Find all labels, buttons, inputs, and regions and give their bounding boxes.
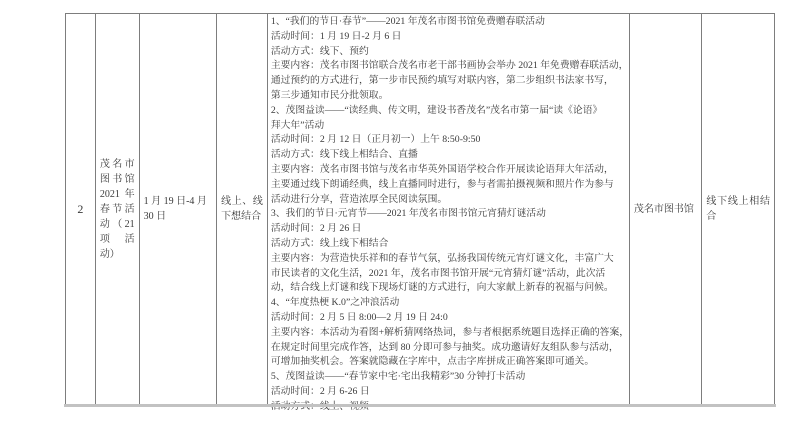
content-line: 活动方式：线下、预约 xyxy=(270,45,369,57)
content-line: 活动方式：线上线下相结合 xyxy=(270,237,389,249)
content-line: 可增加抽奖机会。答案就隐藏在字库中，点击字库拼成正确答案即可通关。 xyxy=(270,356,595,368)
content-line: 3、我们的节日·元宵节——2021 年茂名市图书馆元宵猜灯谜活动 xyxy=(270,208,546,220)
activities-table-row xyxy=(65,13,775,404)
content-line: 通过预约的方式进行，第一步市民预约填写对联内容，第二步组织书法家书写， xyxy=(270,75,614,87)
row-index: 2 xyxy=(77,201,84,216)
content-cell xyxy=(268,14,630,404)
date-range-cell xyxy=(140,14,218,404)
content-line: 主要内容：茂名市图书馆与茂名市华英外国语学校合作开展读论语拜大年活动， xyxy=(270,163,614,175)
content-line: 2、茂图益读——“读经典、传文明，建设书香茂名”茂名市第一届“读《论语》 xyxy=(270,104,603,116)
content-line xyxy=(271,400,627,415)
content-line: 主要内容：茂名市图书馆联合茂名市老干部书画协会举办 2021 年免费赠春联活动， xyxy=(270,60,629,72)
content-line: 活动时间：2 月 5 日 8:00—2 月 19 日 24:0 xyxy=(270,311,448,323)
content-line: 活动方式：线下线上相结合、直播 xyxy=(270,149,418,161)
content-line: 第三步通知市民分批领取。 xyxy=(270,89,389,101)
content-line: 主要内容：本活动为看图+解析猜网络热词，参与者根据系统题目选择正确的答案， xyxy=(270,326,630,338)
content-line: 在规定时间里完成作答，达到 80 分即可参与抽奖。成功邀请好友组队参与活动， xyxy=(270,341,619,353)
content-line: 活动时间：2 月 6-26 日 xyxy=(270,385,370,397)
content-line: 活动时间：1 月 19 日-2 月 6 日 xyxy=(270,30,402,42)
mode-text: 线上、线下想结合 xyxy=(221,196,263,222)
mode-right-cell xyxy=(702,14,774,404)
date-range: 1 月 19 日-4 月 30 日 xyxy=(143,196,207,222)
content-line: 主要内容：为营造快乐祥和的春节气氛，弘扬我国传统元宵灯谜文化，丰富广大 xyxy=(270,252,614,264)
content-line: 动，结合线上灯谜和线下现场灯谜的方式进行，向大家献上新春的祝福与问候。 xyxy=(270,282,614,294)
page-cut-divider xyxy=(64,404,776,407)
content-line: 活动进行分享，营造浓厚全民阅读氛围。 xyxy=(270,193,448,205)
organizer-cell xyxy=(630,14,703,404)
content-line: 市民读者的文化生活，2021 年，茂名市图书馆开展“元宵猜灯谜”活动，此次活 xyxy=(270,267,606,279)
organizer: 茂名市图书馆 xyxy=(633,203,694,215)
row-index-cell xyxy=(66,14,96,404)
content-line: 4、“年度热梗 K.0”之冲浪活动 xyxy=(270,297,400,309)
content-line: 5、茂图益读——“春节家中宅·宅出我精彩”30 分钟打卡活动 xyxy=(270,371,526,383)
activity-name: 茂名市图书馆2021 年春节活动（21 项活动） xyxy=(99,158,135,260)
content-line: 主要通过线下朗诵经典，线上直播同时进行，参与者需拍摄视频和照片作为参与 xyxy=(270,178,614,190)
activity-name-cell xyxy=(96,14,140,404)
content-line: 活动时间：2 月 26 日 xyxy=(270,223,362,235)
mode-right-text: 线下线上相结合 xyxy=(706,196,770,222)
content-line: 活动时间：2 月 12 日（正月初一）上午 8:50-9:50 xyxy=(270,134,481,146)
content-line: 拜大年”活动 xyxy=(270,119,325,131)
mode-cell xyxy=(217,14,268,404)
content-line: 1、“我们的节日·春节”——2021 年茂名市图书馆免费赠春联活动 xyxy=(270,16,545,27)
